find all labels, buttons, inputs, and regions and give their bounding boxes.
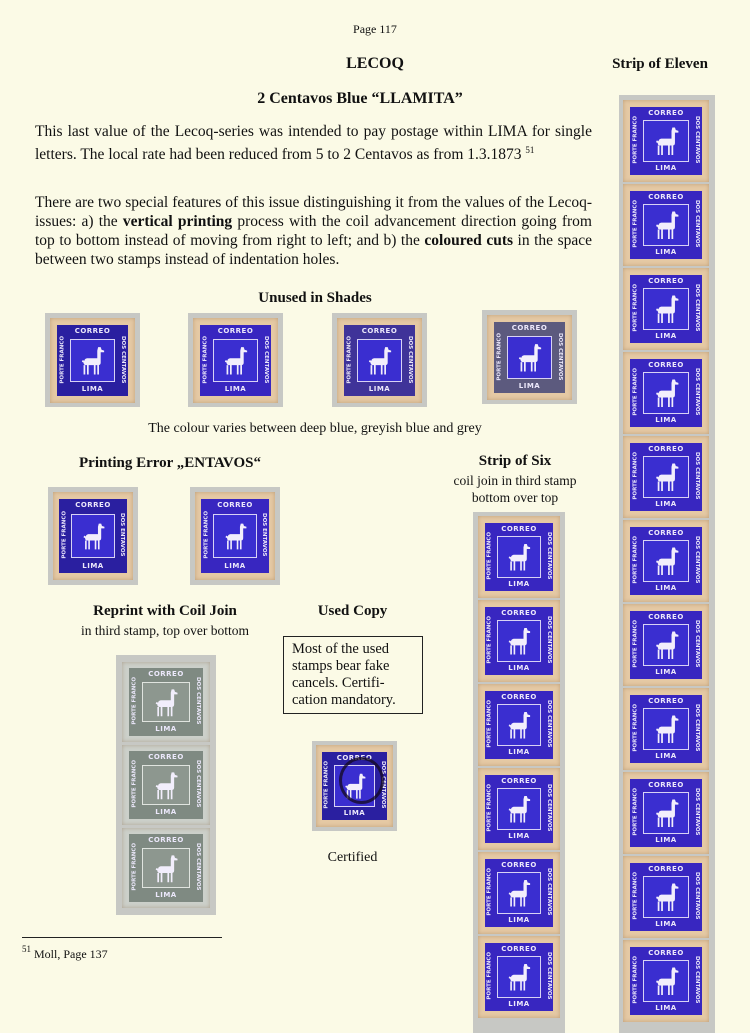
stamp-design: CORREO PORTE FRANCO DOS CENTAVOS LIMA bbox=[129, 668, 203, 735]
stamp-design: CORREO PORTE FRANCO DOS CENTAVOS LIMA bbox=[630, 863, 702, 932]
footnote-number: 51 bbox=[22, 944, 31, 954]
unused-caption: The colour varies between deep blue, greyish blue and grey bbox=[148, 421, 482, 436]
llama-icon bbox=[502, 624, 535, 658]
stamp-strip-eleven-2 bbox=[623, 184, 709, 266]
used-warning-box bbox=[283, 636, 423, 714]
section-subtitle: 2 Centavos Blue “LLAMITA” bbox=[257, 90, 463, 107]
footnote-text: Moll, Page 137 bbox=[34, 947, 108, 961]
llama-icon bbox=[75, 343, 109, 379]
stamp-strip-eleven-6 bbox=[623, 520, 709, 602]
cancel-mark bbox=[339, 757, 384, 804]
stamp-design: CORREO PORTE FRANCO DOS CENTAVOS LIMA bbox=[129, 751, 203, 818]
strip-six-note-2: bottom over top bbox=[471, 490, 559, 505]
stamp-design: CORREO PORTE FRANCO DOS CENTAVOS LIMA bbox=[129, 834, 203, 901]
intro-paragraph bbox=[35, 122, 592, 164]
stamp-design: CORREO PORTE FRANCO DOS CENTAVOS LIMA bbox=[200, 325, 271, 396]
stamp-shade-4 bbox=[487, 315, 572, 400]
stamp-strip-six-1 bbox=[478, 516, 560, 598]
llama-icon bbox=[649, 880, 684, 914]
stamp-design: CORREO PORTE FRANCO DOS CENTAVOS LIMA bbox=[630, 359, 702, 428]
llama-icon bbox=[502, 960, 535, 994]
stamp-design: CORREO PORTE FRANCO DOS CENTAVOS LIMA bbox=[485, 775, 554, 844]
page-title: LECOQ bbox=[346, 55, 404, 72]
strip-six-heading: Strip of Six bbox=[478, 453, 552, 469]
llama-icon bbox=[219, 518, 251, 555]
stamp-design: CORREO PORTE FRANCO DOS CENTAVOS LIMA bbox=[630, 695, 702, 764]
stamp-design: CORREO PORTE FRANCO DOS CENTAVOS LIMA bbox=[630, 107, 702, 176]
llama-icon bbox=[649, 460, 684, 494]
stamp-strip-six-4 bbox=[478, 768, 560, 850]
features-bold-2: coloured cuts bbox=[424, 232, 514, 249]
features-bold-1: vertical printing bbox=[122, 213, 233, 230]
llama-icon bbox=[649, 964, 684, 998]
stamp-strip-eleven-1 bbox=[623, 100, 709, 182]
llama-icon bbox=[502, 876, 535, 910]
stamp-shade-1 bbox=[50, 318, 135, 403]
stamp-error-2 bbox=[195, 492, 275, 580]
stamp-strip-six-5 bbox=[478, 852, 560, 934]
stamp-strip-six-2 bbox=[478, 600, 560, 682]
used-heading: Used Copy bbox=[317, 603, 388, 619]
stamp-strip-eleven-11 bbox=[623, 940, 709, 1022]
stamp-strip-eleven-7 bbox=[623, 604, 709, 686]
stamp-reprint-2 bbox=[122, 745, 210, 825]
stamp-strip-eleven-10 bbox=[623, 856, 709, 938]
stamp-reprint-1 bbox=[122, 662, 210, 742]
stamp-strip-eleven-3 bbox=[623, 268, 709, 350]
features-paragraph bbox=[35, 193, 592, 269]
error-heading: Printing Error „ENTAVOS“ bbox=[79, 455, 261, 471]
llama-icon bbox=[148, 769, 183, 803]
stamp-strip-eleven-9 bbox=[623, 772, 709, 854]
llama-icon bbox=[649, 208, 684, 242]
stamp-design: CORREO PORTE FRANCO DOS CENTAVOS LIMA bbox=[322, 752, 387, 821]
used-box-line-4: cation mandatory. bbox=[292, 692, 396, 708]
stamp-design: CORREO PORTE FRANCO DOS CENTAVOS LIMA bbox=[630, 947, 702, 1016]
stamp-design: CORREO PORTE FRANCO DOS CENTAVOS LIMA bbox=[485, 607, 554, 676]
llama-icon bbox=[218, 343, 252, 379]
llama-icon bbox=[649, 124, 684, 158]
intro-text: This last value of the Lecoq-series was intended to pay postage within LIMA for single letters. The local rate had been reduced from 5 to 2 Centavos as from 1.3.1873 bbox=[35, 123, 592, 163]
llama-icon bbox=[502, 540, 535, 574]
stamp-design: CORREO PORTE FRANCO DOS CENTAVOS LIMA bbox=[485, 943, 554, 1012]
stamp-design: CORREO PORTE FRANCO DOS CENTAVOS LIMA bbox=[630, 443, 702, 512]
llama-icon bbox=[649, 292, 684, 326]
used-box-line-2: stamps bear fake bbox=[292, 658, 390, 674]
reprint-note: in third stamp, top over bottom bbox=[81, 623, 249, 638]
footnote-divider bbox=[22, 937, 222, 938]
stamp-used bbox=[316, 745, 393, 827]
footnote bbox=[22, 944, 108, 962]
used-box-line-1: Most of the used bbox=[292, 641, 390, 657]
stamp-shade-2 bbox=[193, 318, 278, 403]
stamp-design: CORREO PORTE FRANCO DOS ENTAVOS LIMA bbox=[59, 499, 126, 573]
stamp-strip-eleven-5 bbox=[623, 436, 709, 518]
strip-six-note-1: coil join in third stamp bbox=[453, 473, 577, 488]
used-box-line-3: cancels. Certifi- bbox=[292, 675, 385, 691]
stamp-design: CORREO PORTE FRANCO DOS ENTAVOS LIMA bbox=[201, 499, 268, 573]
llama-icon bbox=[148, 852, 183, 886]
stamp-error-1 bbox=[53, 492, 133, 580]
stamp-design: CORREO PORTE FRANCO DOS CENTAVOS LIMA bbox=[630, 191, 702, 260]
llama-icon bbox=[362, 343, 396, 379]
stamp-design: CORREO PORTE FRANCO DOS CENTAVOS LIMA bbox=[485, 691, 554, 760]
stamp-design: CORREO PORTE FRANCO DOS CENTAVOS LIMA bbox=[485, 523, 554, 592]
page-number: Page 117 bbox=[353, 22, 397, 36]
llama-icon bbox=[77, 518, 109, 555]
reprint-heading: Reprint with Coil Join bbox=[93, 603, 237, 619]
llama-icon bbox=[502, 792, 535, 826]
stamp-design: CORREO PORTE FRANCO DOS CENTAVOS LIMA bbox=[630, 527, 702, 596]
llama-icon bbox=[512, 340, 546, 376]
stamp-design: CORREO PORTE FRANCO DOS CENTAVOS LIMA bbox=[630, 611, 702, 680]
stamp-design: CORREO PORTE FRANCO DOS CENTAVOS LIMA bbox=[630, 779, 702, 848]
stamp-design: CORREO PORTE FRANCO DOS CENTAVOS LIMA bbox=[344, 325, 415, 396]
features-text-1: There are two special features of this issue distinguishing it from the values of the Lecoq-issues: a) the bbox=[35, 194, 592, 230]
strip-eleven-heading: Strip of Eleven bbox=[612, 56, 708, 72]
stamp-design: CORREO PORTE FRANCO DOS CENTAVOS LIMA bbox=[494, 322, 565, 393]
unused-heading: Unused in Shades bbox=[258, 290, 372, 306]
features-text-2: process with the coil advancement direction going from top to bottom instead of moving from right to left; and b) the bbox=[35, 213, 592, 249]
stamp-design: CORREO PORTE FRANCO DOS CENTAVOS LIMA bbox=[57, 325, 128, 396]
llama-icon bbox=[502, 708, 535, 742]
llama-icon bbox=[148, 686, 183, 720]
llama-icon bbox=[649, 376, 684, 410]
stamp-strip-eleven-4 bbox=[623, 352, 709, 434]
llama-icon bbox=[649, 544, 684, 578]
footnote-ref: 51 bbox=[525, 145, 535, 155]
features-text-3: in the space between two stamps instead of indentation holes. bbox=[35, 232, 592, 268]
stamp-reprint-3 bbox=[122, 828, 210, 908]
stamp-strip-eleven-8 bbox=[623, 688, 709, 770]
stamp-design: CORREO PORTE FRANCO DOS CENTAVOS LIMA bbox=[630, 275, 702, 344]
stamp-strip-six-3 bbox=[478, 684, 560, 766]
stamp-strip-six-6 bbox=[478, 936, 560, 1018]
stamp-shade-3 bbox=[337, 318, 422, 403]
stamp-design: CORREO PORTE FRANCO DOS CENTAVOS LIMA bbox=[485, 859, 554, 928]
llama-icon bbox=[649, 628, 684, 662]
llama-icon bbox=[649, 796, 684, 830]
llama-icon bbox=[649, 712, 684, 746]
used-caption: Certified bbox=[327, 850, 378, 865]
